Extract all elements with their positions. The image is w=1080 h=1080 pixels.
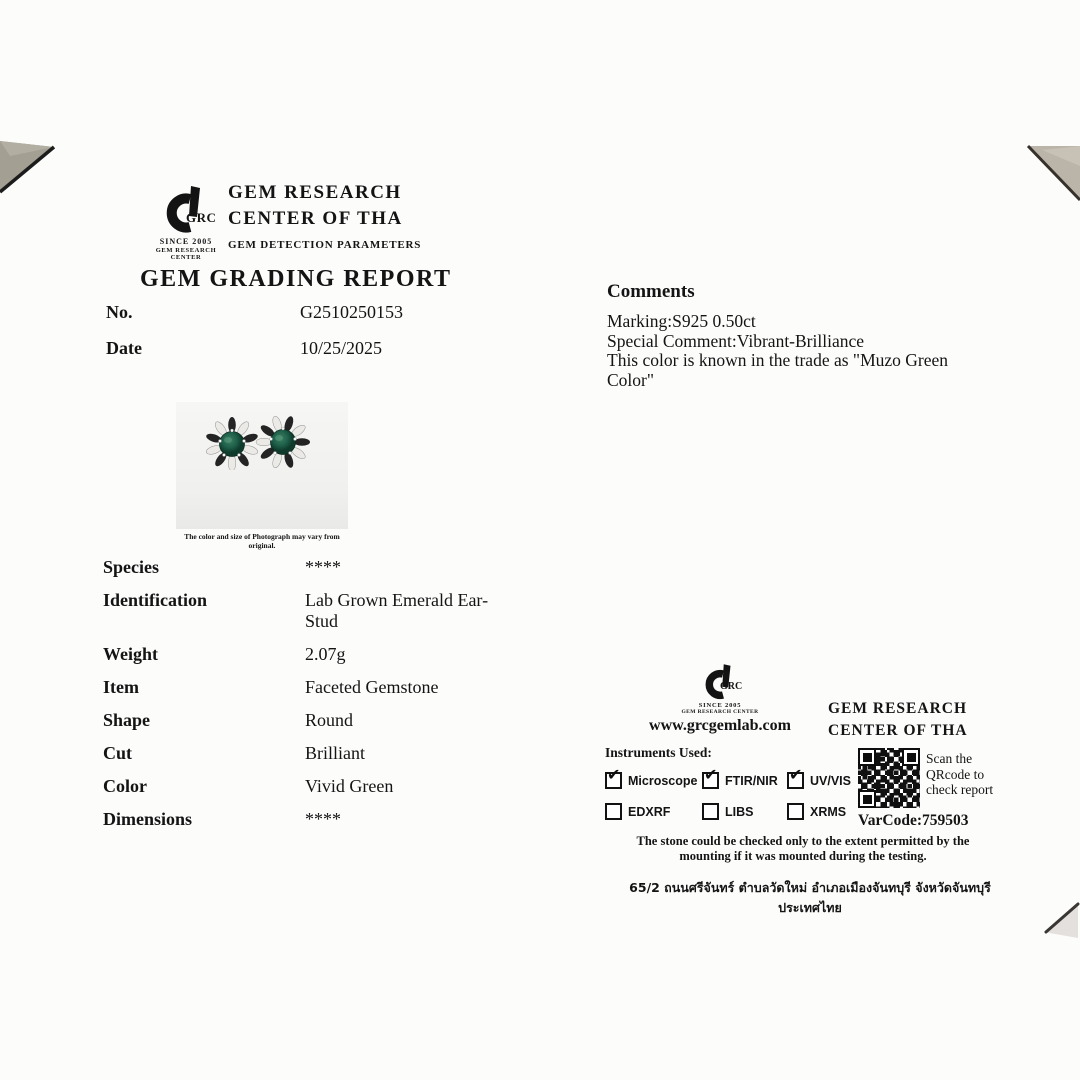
photo-corner-bottom-right bbox=[1036, 892, 1080, 942]
property-value: 2.07g bbox=[305, 644, 346, 664]
table-row bbox=[103, 809, 533, 830]
table-row bbox=[103, 776, 533, 797]
logo-since-text: SINCE 2005 bbox=[159, 237, 213, 246]
checkmark-icon: ✔ bbox=[789, 765, 803, 784]
lab-name-header bbox=[228, 182, 421, 251]
properties-table bbox=[103, 557, 533, 842]
table-row bbox=[103, 557, 533, 578]
checkbox-edxrf bbox=[605, 803, 622, 820]
footer-grc-logo-text: GRC bbox=[720, 681, 743, 692]
checkbox-libs bbox=[702, 803, 719, 820]
instrument-item: EDXRF bbox=[605, 803, 702, 820]
report-date-value: 10/25/2025 bbox=[300, 338, 383, 358]
instruments-heading: Instruments Used: bbox=[605, 745, 712, 760]
property-value: Round bbox=[305, 710, 354, 730]
lab-name-line2: CENTER OF THA bbox=[228, 208, 403, 229]
property-label: Weight bbox=[103, 644, 159, 664]
instrument-item: ✔ FTIR/NIR bbox=[704, 765, 778, 788]
comment-line: Special Comment:Vibrant-Brilliance bbox=[607, 330, 865, 351]
instruments-grid bbox=[605, 765, 897, 820]
footer-logo-since: SINCE 2005 bbox=[698, 702, 742, 709]
photo-caption: The color and size of Photograph may vary from original. bbox=[184, 532, 340, 550]
report-no-label: No. bbox=[106, 302, 133, 322]
grc-logo-text: GRC bbox=[186, 210, 217, 225]
footer-logo-center: GEM RESEARCH CENTER bbox=[681, 709, 759, 715]
comment-line: This color is known in the trade as "Muzo Green Color" bbox=[607, 350, 949, 390]
property-label: Dimensions bbox=[103, 809, 193, 829]
property-label: Shape bbox=[103, 710, 151, 730]
table-row bbox=[103, 644, 533, 665]
checkbox-uv-vis bbox=[787, 765, 804, 789]
table-row bbox=[103, 677, 533, 698]
report-no-value: G2510250153 bbox=[300, 302, 403, 322]
page-title: GEM GRADING REPORT bbox=[140, 266, 452, 292]
emerald-stud-right bbox=[255, 412, 311, 468]
instrument-item: XRMS bbox=[787, 803, 897, 820]
grc-logo bbox=[146, 186, 226, 261]
property-label: Species bbox=[103, 557, 159, 577]
report-date-label: Date bbox=[106, 338, 142, 358]
property-label: Cut bbox=[103, 743, 133, 763]
varcode: VarCode:759503 bbox=[858, 812, 969, 829]
comments-heading: Comments bbox=[607, 281, 695, 302]
comment-line: Marking:S925 0.50ct bbox=[607, 311, 756, 331]
property-value: Faceted Gemstone bbox=[305, 677, 439, 697]
footer-grc-logo-mark bbox=[696, 664, 744, 702]
qr-code-icon bbox=[858, 748, 920, 808]
property-value: Lab Grown Emerald Ear-Stud bbox=[305, 590, 489, 631]
footer-lab-name-line1: GEM RESEARCH bbox=[828, 700, 968, 717]
footer-lab-name-line2: CENTER OF THA bbox=[828, 722, 968, 739]
checkbox-microscope bbox=[605, 765, 622, 789]
table-row bbox=[103, 710, 533, 731]
gem-photo bbox=[176, 402, 348, 529]
disclaimer-text: The stone could be checked only to the extent permitted by the mounting if it was mounted during the testing. bbox=[636, 834, 970, 863]
qr-caption: Scan the QRcode to check report bbox=[926, 751, 994, 797]
property-value: Brilliant bbox=[305, 743, 365, 763]
photo-corner-top-right bbox=[1022, 136, 1080, 202]
emerald-stud-left bbox=[204, 414, 260, 470]
comments-section bbox=[607, 281, 979, 390]
property-label: Identification bbox=[103, 590, 208, 610]
lab-subtitle: GEM DETECTION PARAMETERS bbox=[228, 239, 422, 251]
checkmark-icon: ✔ bbox=[704, 765, 718, 784]
footer-grc-logo bbox=[640, 664, 800, 735]
table-row bbox=[103, 743, 533, 764]
property-label: Item bbox=[103, 677, 139, 697]
instruments-section bbox=[605, 745, 897, 820]
logo-center-text: GEM RESEARCH CENTER bbox=[155, 247, 217, 261]
photo-corner-top-left bbox=[0, 134, 58, 196]
property-label: Color bbox=[103, 776, 147, 796]
website-url: www.grcgemlab.com bbox=[649, 717, 791, 734]
footer-lab-name bbox=[828, 700, 968, 740]
instrument-item: ✔ UV/VIS bbox=[789, 765, 851, 788]
property-value: **** bbox=[305, 557, 341, 577]
checkmark-icon: ✔ bbox=[607, 765, 621, 784]
table-row bbox=[103, 590, 533, 632]
checkbox-ftir-nir bbox=[702, 765, 719, 789]
grc-logo-mark bbox=[154, 186, 218, 236]
instrument-item: ✔ Microscope bbox=[607, 765, 698, 788]
lab-name-line1: GEM RESEARCH bbox=[228, 182, 402, 203]
instrument-item: LIBS bbox=[702, 803, 787, 820]
property-value: Vivid Green bbox=[305, 776, 394, 796]
checkbox-xrms bbox=[787, 803, 804, 820]
property-value: **** bbox=[305, 809, 341, 829]
address-thai: 65/2 ถนนศรีจันทร์ ตำบลวัดใหม่ อำเภอเมืองจันทบุรี จังหวัดจันทบุรี ประเทศไทย bbox=[629, 880, 991, 915]
